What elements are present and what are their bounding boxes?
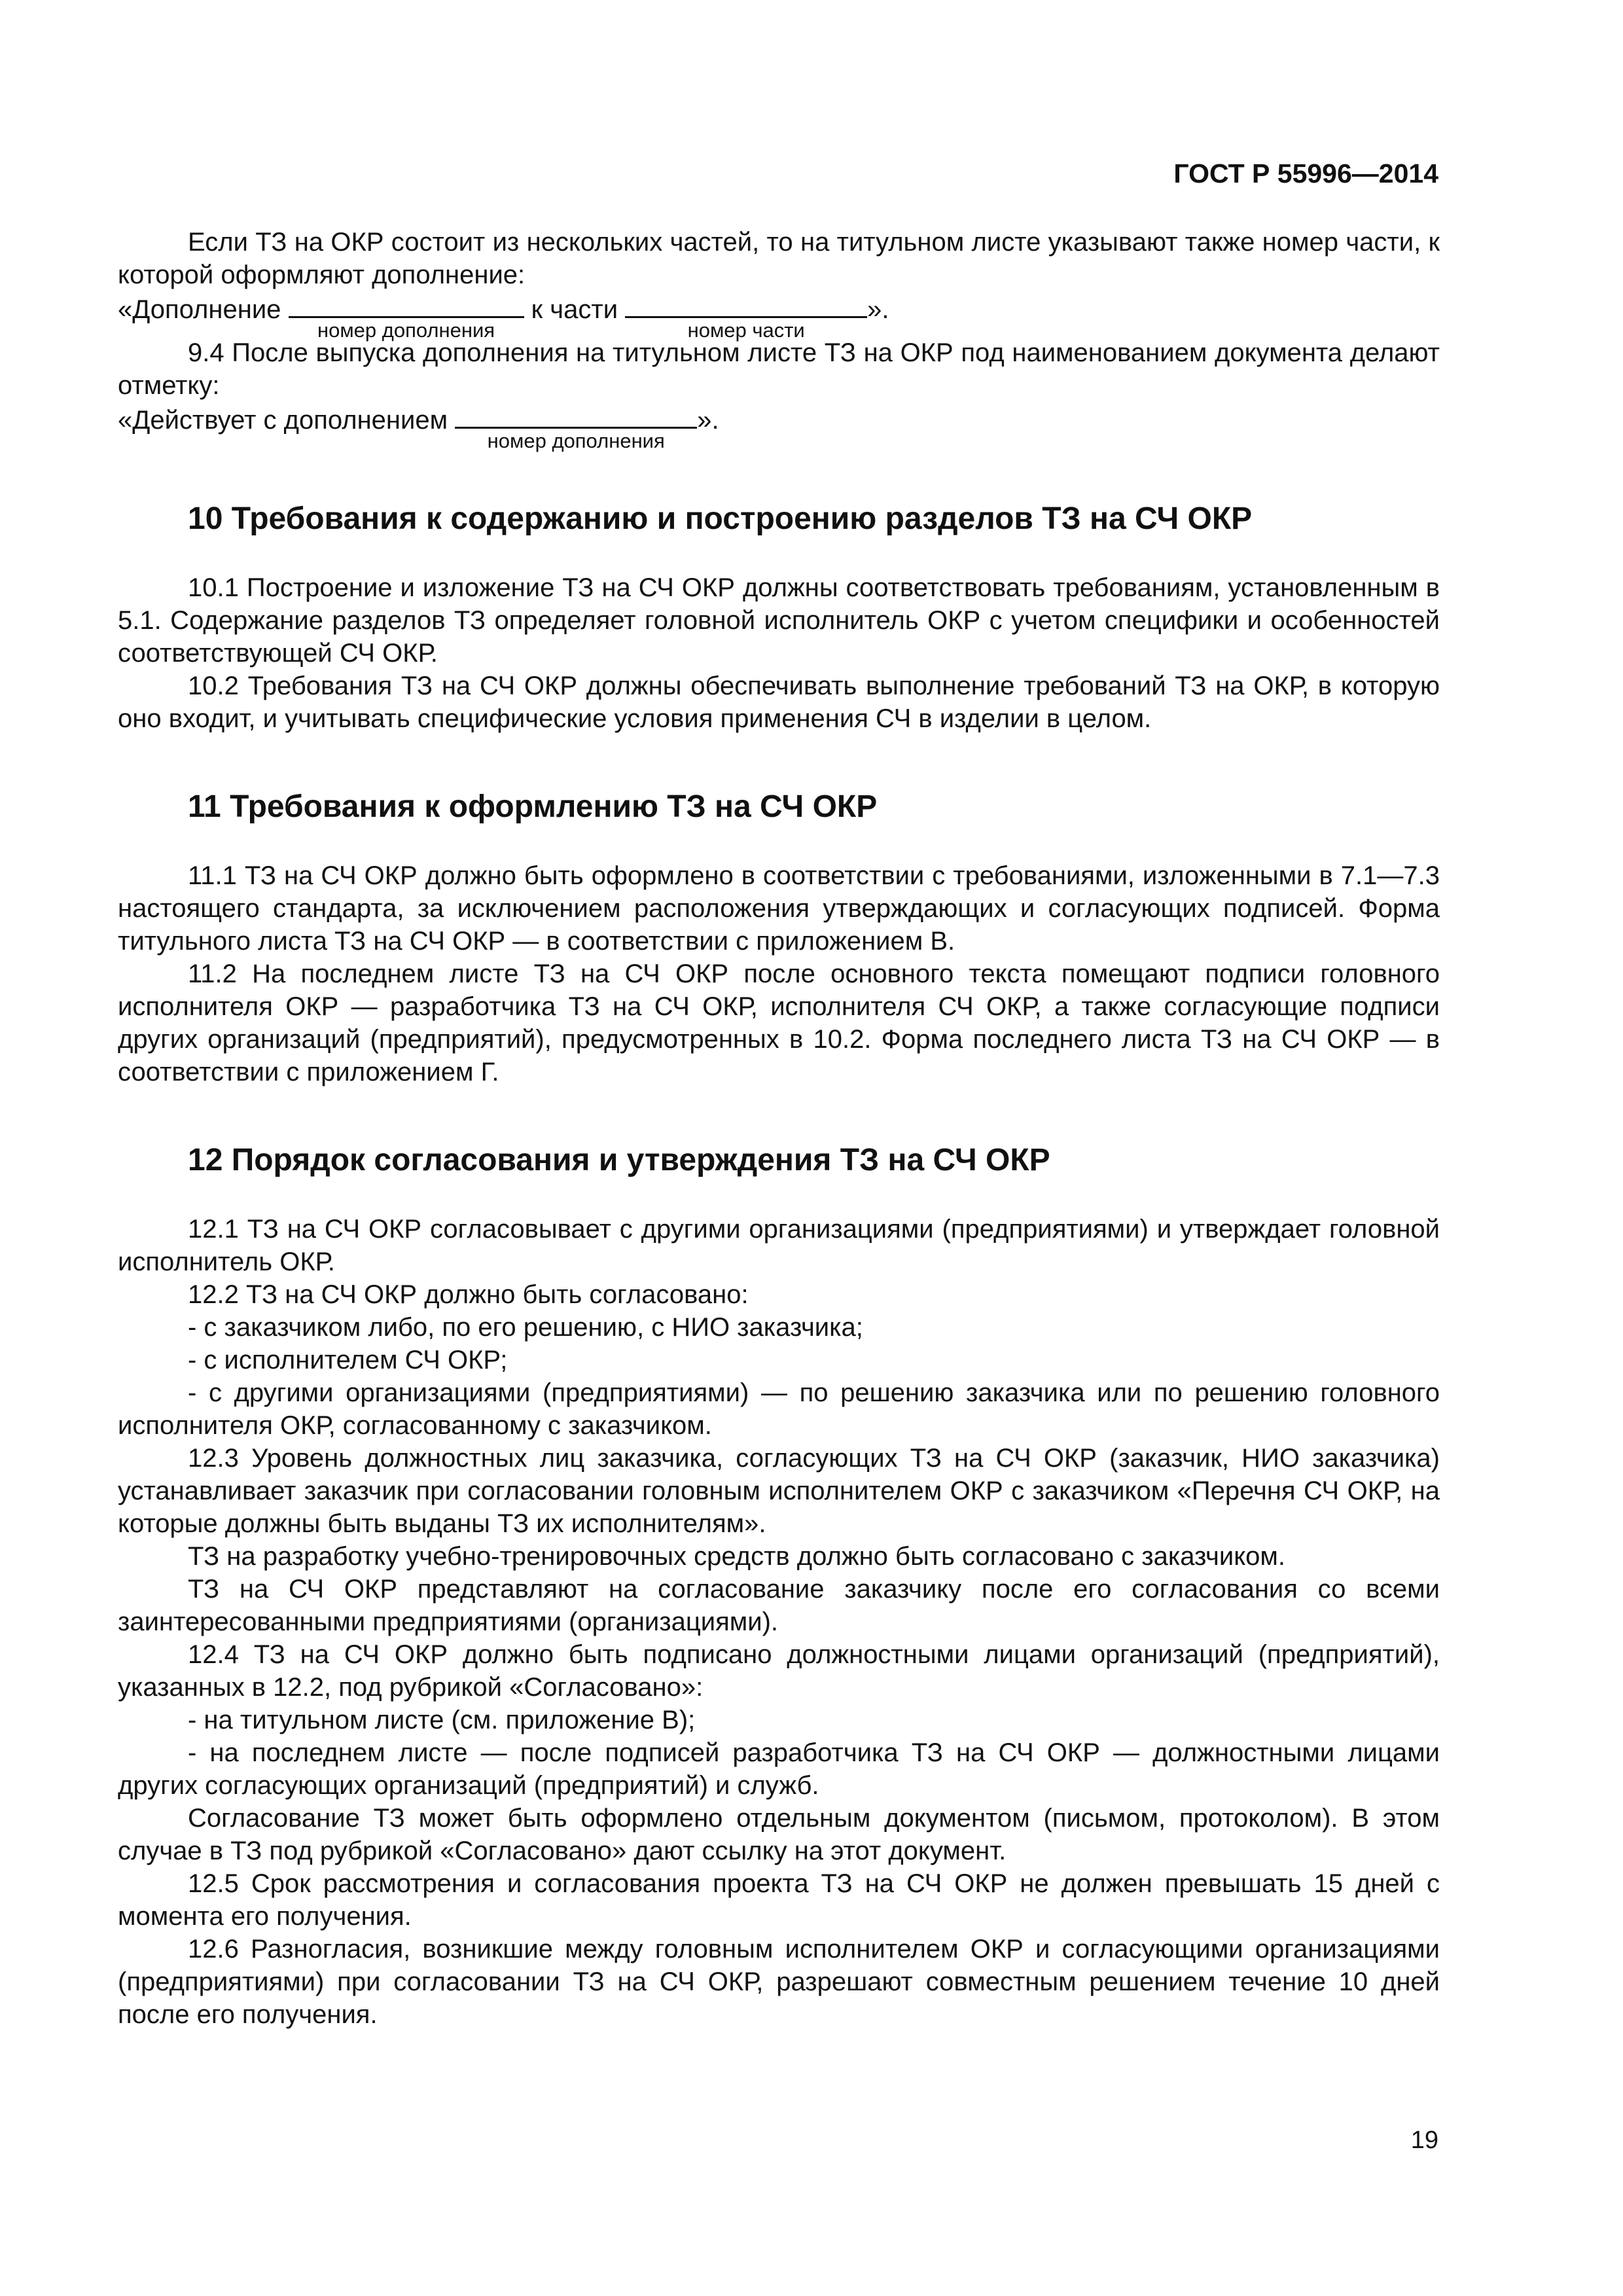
intro-paragraph-1: Если ТЗ на ОКР состоит из нескольких частей, то на титульном листе указывают также номер части, к которой оформляют дополнение:: [118, 228, 1440, 289]
supplement-number-blank: [289, 291, 524, 342]
document-id: ГОСТ Р 55996—2014: [1173, 158, 1438, 188]
valid-with-blank: [455, 402, 697, 452]
section-12-list-item-2: - с исполнителем СЧ ОКР;: [188, 1346, 508, 1374]
section-12-paragraph-1: 12.1 ТЗ на СЧ ОКР согласовывает с другими организациями (предприятиями) и утверждает головной исполнитель ОКР.: [118, 1215, 1440, 1276]
section-11-title: 11 Требования к оформлению ТЗ на СЧ ОКР: [188, 789, 878, 824]
section-12-list-item-5: - на последнем листе — после подписей разработчика ТЗ на СЧ ОКР — должностными лицами других согласующих организаций (предприятий) и служб.: [118, 1738, 1440, 1800]
section-12-paragraph-2: 12.2 ТЗ на СЧ ОКР должно быть согласовано:: [188, 1280, 749, 1309]
section-10-title: 10 Требования к содержанию и построению разделов ТЗ на СЧ ОКР: [188, 501, 1253, 536]
section-12-title: 12 Порядок согласования и утверждения ТЗ на СЧ ОКР: [188, 1143, 1050, 1177]
section-12-paragraph-9: 12.6 Разногласия, возникшие между головным исполнителем ОКР и согласующими организациями (предприятиями) при согласовании ТЗ на СЧ ОКР, разрешают совместным решением течение 10 дней после его получения.: [118, 1935, 1440, 2029]
valid-with-caption: номер дополнения: [487, 429, 665, 452]
section-12-paragraph-8: 12.5 Срок рассмотрения и согласования проекта ТЗ на СЧ ОКР не должен превышать 15 дней с момента его получения.: [118, 1869, 1440, 1931]
part-label: к части: [531, 295, 618, 324]
valid-with-end: ».: [697, 406, 719, 435]
section-12-list-item-3: - с другими организациями (предприятиями) — по решению заказчика или по решению головного исполнителя ОКР, согласованному с заказчиком.: [118, 1378, 1440, 1440]
section-12-paragraph-4: ТЗ на разработку учебно-тренировочных средств должно быть согласовано с заказчиком.: [188, 1542, 1286, 1571]
section-11-paragraph-1: 11.1 ТЗ на СЧ ОКР должно быть оформлено в соответствии с требованиями, изложенными в 7.1—7.3 настоящего стандарта, за исключением расположения утверждающих и согласующих подписей. Форма титульного листа ТЗ на СЧ ОКР — в соответствии с приложением В.: [118, 861, 1440, 956]
supplement-number-caption: номер дополнения: [317, 319, 495, 342]
valid-with-label: «Действует с дополнением: [118, 406, 448, 435]
intro-paragraph-2: 9.4 После выпуска дополнения на титульном листе ТЗ на ОКР под наименованием документа делают отметку:: [118, 338, 1440, 400]
section-12-paragraph-5: ТЗ на СЧ ОКР представляют на согласование заказчику после его согласования со всеми заинтересованными предприятиями (организациями).: [118, 1575, 1440, 1636]
section-12-list-item-4: - на титульном листе (см. приложение В);: [188, 1706, 696, 1734]
section-11-paragraph-2: 11.2 На последнем листе ТЗ на СЧ ОКР после основного текста помещают подписи головного исполнителя ОКР — разработчика ТЗ на СЧ ОКР, исполнителя СЧ ОКР, а также согласующие подписи других организаций (предприятий), предусмотренных в 10.2. Форма последнего листа ТЗ на СЧ ОКР — в соответствии с приложением Г.: [118, 960, 1440, 1086]
section-10-paragraph-2: 10.2 Требования ТЗ на СЧ ОКР должны обеспечивать выполнение требований ТЗ на ОКР, в которую оно входит, и учитывать специфические условия применения СЧ в изделии в целом.: [118, 672, 1440, 733]
section-12-paragraph-7: Согласование ТЗ может быть оформлено отдельным документом (письмом, протоколом). В этом случае в ТЗ под рубрикой «Согласовано» дают ссылку на этот документ.: [118, 1804, 1440, 1865]
part-number-blank: [625, 291, 867, 342]
supplement-field-end: ».: [867, 295, 889, 324]
supplement-field-line: [118, 291, 1440, 342]
part-number-caption: номер части: [687, 319, 805, 342]
section-12-paragraph-6: 12.4 ТЗ на СЧ ОКР должно быть подписано должностными лицами организаций (предприятий), указанных в 12.2, под рубрикой «Согласовано»:: [118, 1640, 1440, 1702]
supplement-label: «Дополнение: [118, 295, 281, 324]
section-12-list-item-1: - с заказчиком либо, по его решению, с НИО заказчика;: [188, 1313, 863, 1342]
section-12-paragraph-3: 12.3 Уровень должностных лиц заказчика, согласующих ТЗ на СЧ ОКР (заказчик, НИО заказчика) устанавливает заказчик при согласовании головным исполнителем ОКР с заказчиком «Перечня СЧ ОКР, на которые должны быть выданы ТЗ их исполнителям».: [118, 1444, 1440, 1538]
valid-with-field-line: [118, 402, 1440, 452]
document-body: [118, 226, 1440, 2031]
section-10-paragraph-1: 10.1 Построение и изложение ТЗ на СЧ ОКР должны соответствовать требованиям, установленным в 5.1. Содержание разделов ТЗ определяет головной исполнитель ОКР с учетом специфики и особенностей соответствующей СЧ ОКР.: [118, 573, 1440, 668]
page-number: 19: [1410, 2126, 1438, 2154]
